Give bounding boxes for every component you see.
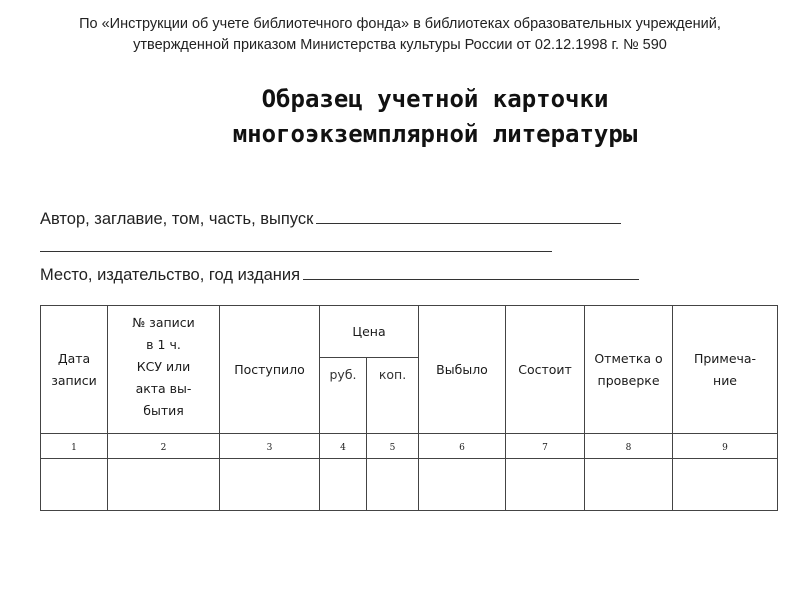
column-number: 8 (585, 434, 673, 459)
column-number: 1 (41, 434, 108, 459)
empty-cell (419, 459, 506, 511)
publisher-field-blank (303, 264, 639, 280)
header-notes: Примеча- ние (673, 306, 778, 434)
empty-cell (585, 459, 673, 511)
column-number: 2 (108, 434, 220, 459)
instruction-line-1: По «Инструкции об учете библиотечного фонда» в библиотеках образовательных учреждений, (79, 16, 721, 32)
header-in-stock: Состоит (506, 306, 585, 434)
column-number: 6 (419, 434, 506, 459)
column-number-row (41, 434, 778, 459)
empty-cell (108, 459, 220, 511)
table-row (41, 459, 778, 511)
empty-cell (220, 459, 320, 511)
instruction-line-2: утвержденной приказом Министерства культуры России от 02.12.1998 г. № 590 (133, 37, 667, 53)
card-title-line-1: Образец учетной карточки (261, 85, 609, 113)
header-date: Дата записи (41, 306, 108, 434)
empty-cell (673, 459, 778, 511)
author-field-blank (316, 208, 621, 224)
card-title (0, 82, 800, 152)
empty-cell (367, 459, 419, 511)
empty-cell (41, 459, 108, 511)
header-check-mark: Отметка о проверке (585, 306, 673, 434)
empty-cell (506, 459, 585, 511)
publisher-field-label: Место, издательство, год издания (40, 266, 301, 284)
header-record-number: № записи в 1 ч. КСУ или акта вы- бытия (108, 306, 220, 434)
header-received: Поступило (220, 306, 320, 434)
accounting-table (40, 305, 778, 511)
author-field (40, 208, 639, 236)
author-continuation-blank (40, 236, 552, 252)
column-number: 9 (673, 434, 778, 459)
column-number: 7 (506, 434, 585, 459)
instruction-header (0, 14, 800, 56)
column-number: 4 (320, 434, 367, 459)
header-price: Цена (320, 306, 419, 358)
header-withdrawn: Выбыло (419, 306, 506, 434)
publisher-field (40, 264, 639, 292)
card-fields (40, 208, 639, 292)
header-price-kop: коп. (367, 358, 419, 434)
author-field-label: Автор, заглавие, том, часть, выпуск (40, 210, 314, 228)
column-number: 5 (367, 434, 419, 459)
author-continuation-field (40, 236, 639, 264)
column-number: 3 (220, 434, 320, 459)
header-price-rub: руб. (320, 358, 367, 434)
empty-cell (320, 459, 367, 511)
card-title-line-2: многоэкземплярной литературы (232, 120, 638, 148)
